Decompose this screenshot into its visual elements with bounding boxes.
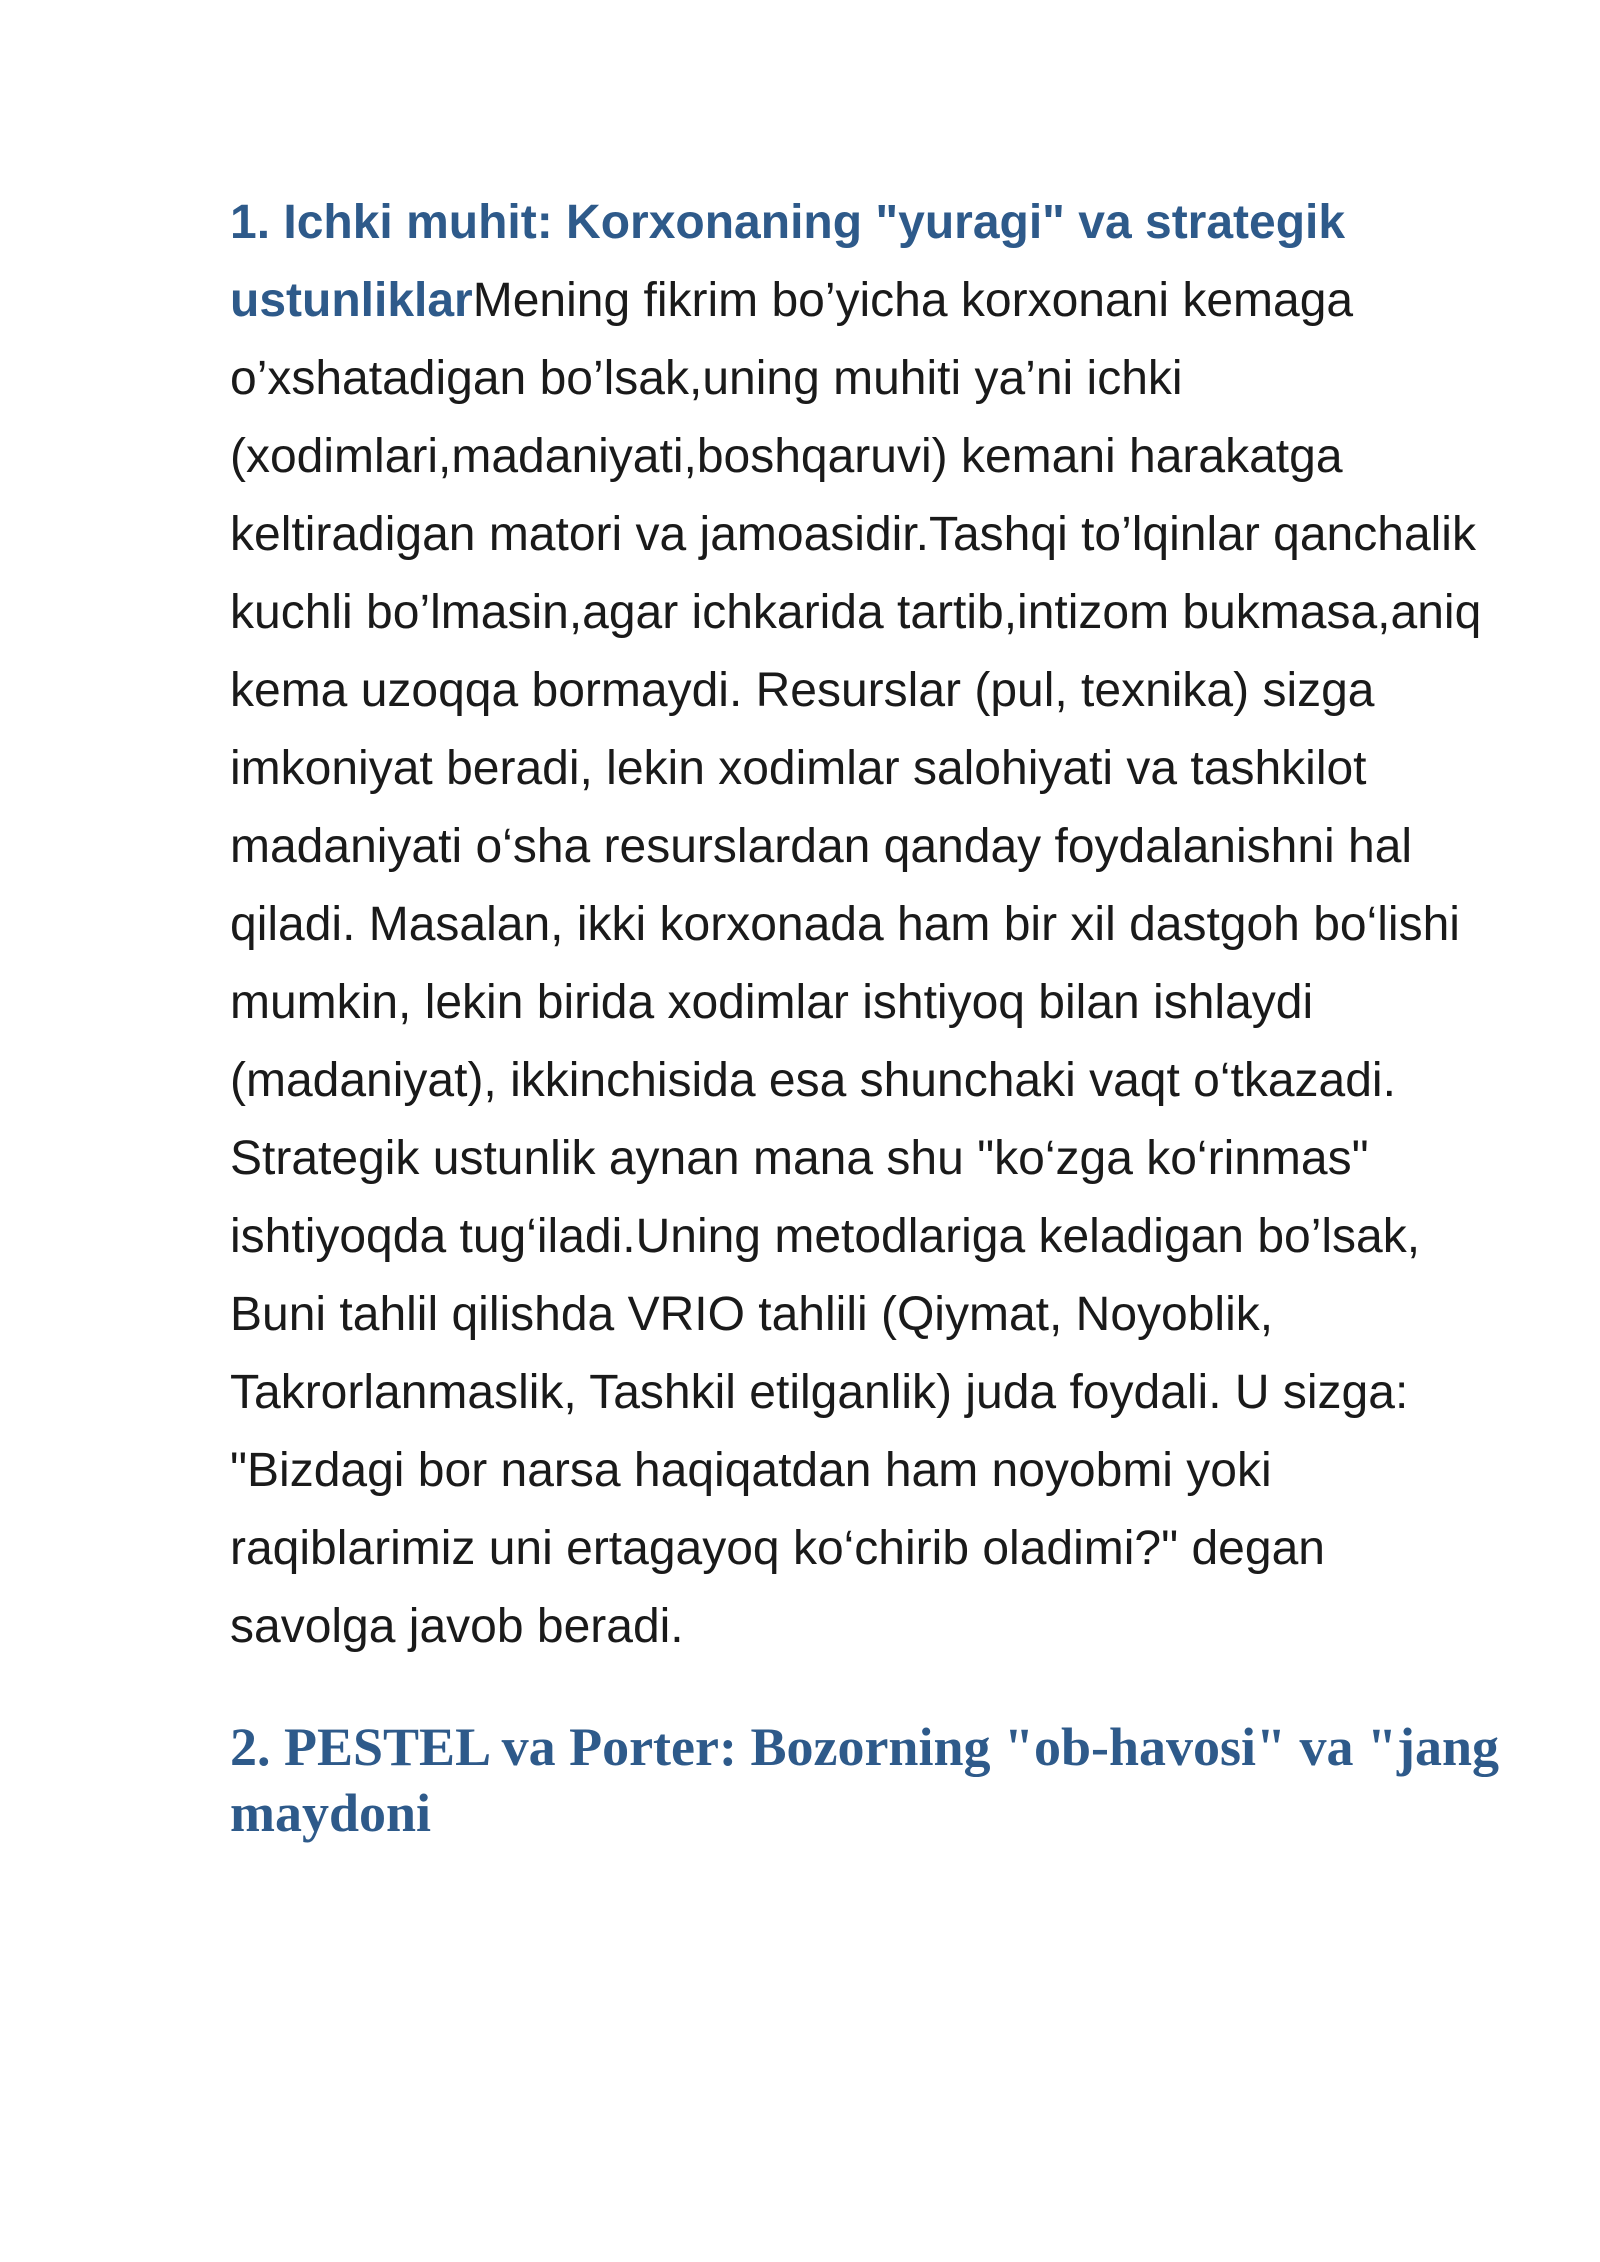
section-1-body: Mening fikrim bo’yicha korxonani kemaga o’xshatadigan bo’lsak,uning muhiti ya’ni ichki (xodimlari,madaniyati,boshqaruvi) kemani harakatga keltiradigan matori va jamoasidir.Tashqi to’lqinlar qanchalik kuchli bo’lmasin,agar ichkarida tartib,intizom bukmasa,aniq kema uzoqqa bormaydi. Resurslar (pul, texnika) sizga imkoniyat beradi, lekin xodimlar salohiyati va tashkilot madaniyati o‘sha resurslardan qanday foydalanishni hal qiladi. Masalan, ikki korxonada ham bir xil dastgoh bo‘lishi mumkin, lekin birida xodimlar ishtiyoq bilan ishlaydi (madaniyat), ikkinchisida esa shunchaki vaqt o‘tkazadi. Strategik ustunlik aynan mana shu "ko‘zga ko‘rinmas" ishtiyoqda tug‘iladi.Uning metodlariga keladigan bo’lsak, Buni tahlil qilishda VRIO tahlili (Qiymat, Noyoblik, Takrorlanmaslik, Tashkil etilganlik) juda foydali. U sizga: "Bizdagi bor narsa haqiqatdan ham noyobmi yoki raqiblarimiz uni ertagayoq ko‘chirib oladimi?" degan savolga javob beradi. — [230, 274, 1482, 1653]
document-content — [230, 184, 1500, 1846]
section-2-heading: 2. PESTEL va Porter: Bozorning "ob-havosi" va "jang maydoni — [230, 1717, 1499, 1843]
section-1-paragraph — [230, 184, 1500, 1666]
section-1-heading: 1. Ichki muhit: Korxonaning "yuragi" va strategik ustunliklar — [230, 196, 1346, 327]
